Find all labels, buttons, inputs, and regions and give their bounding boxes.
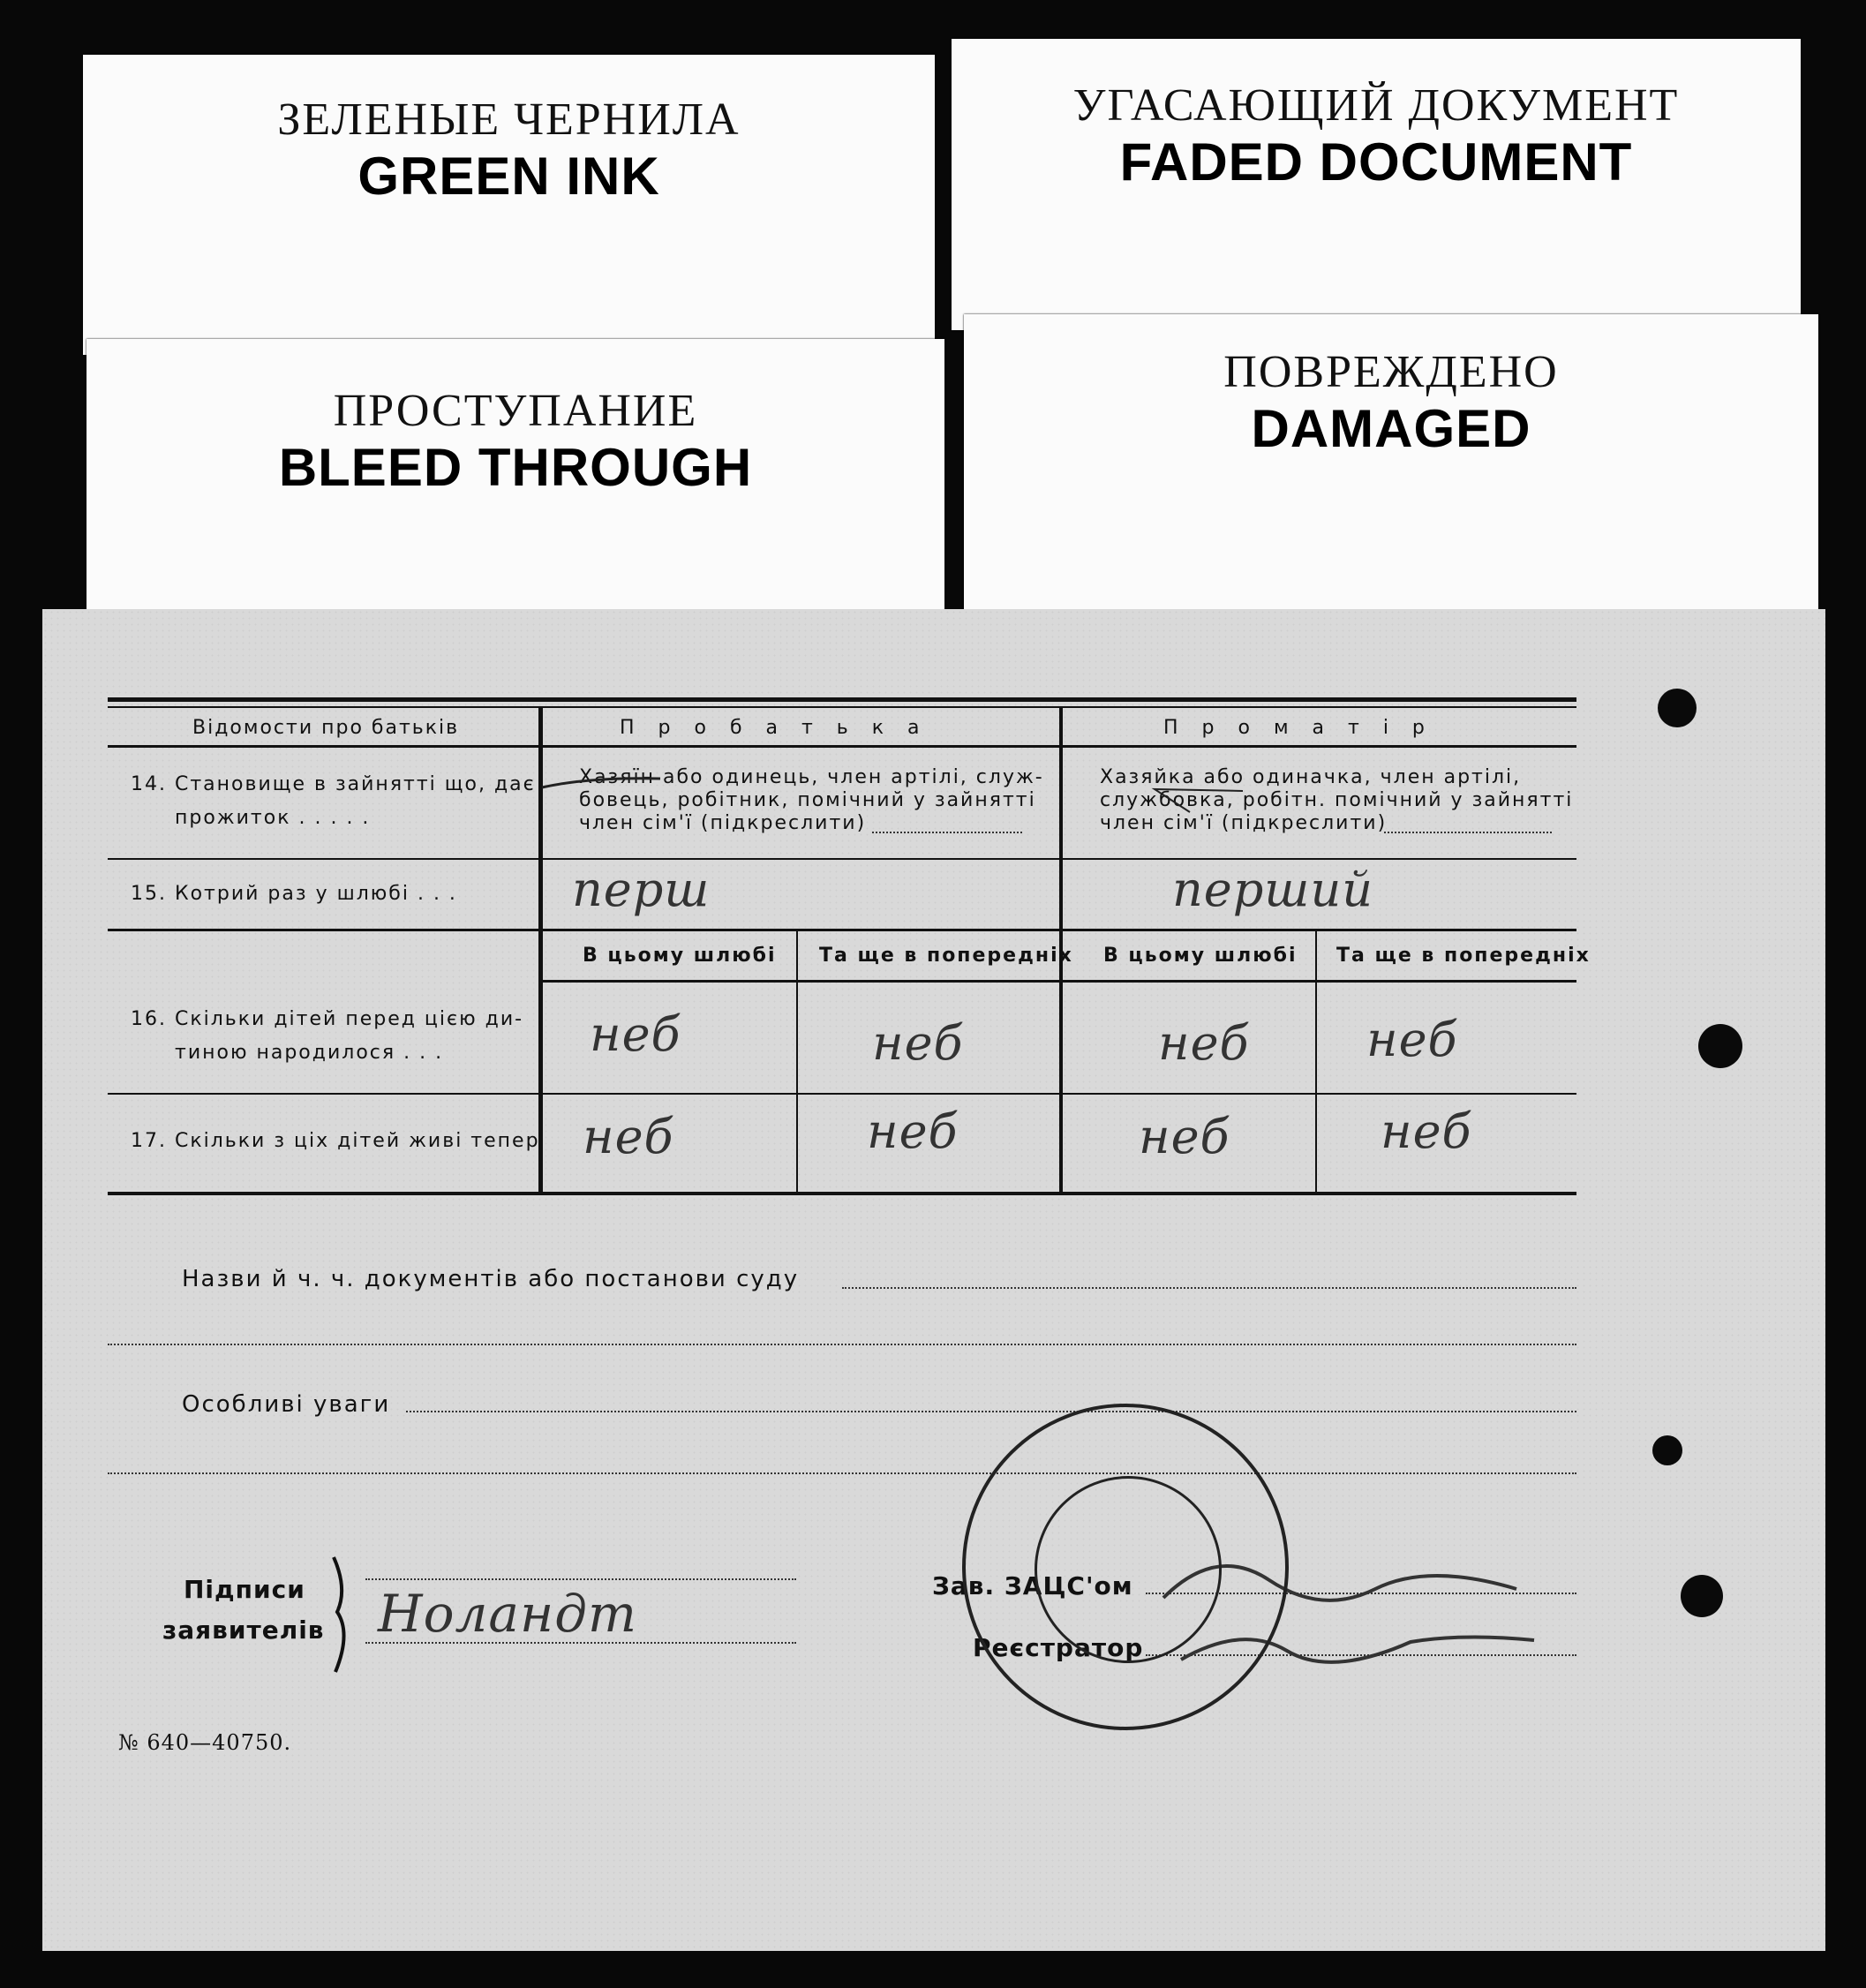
row17-label: 17. Скільки з ціх дітей живі тепер: [131, 1130, 540, 1152]
row14-label-2: прожиток . . . . .: [175, 807, 371, 829]
faded-document-card: [952, 39, 1801, 330]
damaged-en: DAMAGED: [1251, 399, 1531, 458]
green-ink-card: [83, 55, 935, 355]
bleed-through-en: BLEED THROUGH: [278, 438, 753, 497]
bleed-through-card: [87, 339, 944, 630]
row15-father-handwriting: перш: [572, 862, 711, 917]
row16-label-2: тиною народилося . . .: [175, 1042, 444, 1064]
row16-value: неб: [1158, 1015, 1250, 1071]
header-mother: П р о м а т і р: [1163, 717, 1433, 739]
header-father: П р о б а т ь к а: [620, 717, 929, 739]
damaged-card: [964, 314, 1818, 614]
damaged-ru: ПОВРЕЖДЕНО: [1223, 347, 1559, 397]
table-bottom-rule: [108, 1192, 1576, 1195]
documents-line: [842, 1287, 1576, 1289]
punch-hole: [1652, 1435, 1682, 1465]
row15-rule: [108, 929, 1576, 931]
green-ink-en: GREEN INK: [357, 147, 660, 206]
faded-document-ru: УГАСАЮЩИЙ ДОКУМЕНТ: [1072, 80, 1680, 131]
row14-mother-2: службовка, робітн. помічний у зайнятті: [1100, 789, 1574, 811]
subheader-this-marriage-mother: В цьому шлюбі: [1103, 945, 1298, 967]
row17-value: неб: [867, 1103, 959, 1159]
subheader-previous-mother: Та ще в попередніх: [1336, 945, 1591, 967]
row17-value: неб: [1381, 1103, 1472, 1159]
row15-label: 15. Котрий раз у шлюбі . . .: [131, 883, 457, 905]
row14-mother-dots: [1384, 832, 1552, 833]
signatures-label-2: заявителів: [162, 1615, 325, 1645]
seal-inner-ring: [1035, 1476, 1222, 1663]
punch-hole: [1658, 689, 1697, 727]
row14-father-2: бовець, робітник, помічний у зайнятті: [579, 789, 1036, 811]
notes-line: [406, 1411, 1576, 1412]
notes-label: Особливі уваги: [182, 1391, 391, 1418]
row16-label-1: 16. Скільки дітей перед цією ди-: [131, 1008, 524, 1030]
row16-value: неб: [872, 1015, 964, 1071]
documents-line-2: [108, 1344, 1576, 1345]
signatures-label-1: Підписи: [184, 1575, 305, 1604]
row14-label-1: 14. Становище в зайнятті що, дає: [131, 773, 536, 795]
row16-value: неб: [1366, 1012, 1458, 1067]
row15-mother-handwriting: перший: [1172, 862, 1374, 917]
punch-hole: [1698, 1024, 1742, 1068]
table-top-rule-2: [108, 706, 1576, 708]
header-parents: Відомости про батьків: [192, 717, 460, 739]
header-rule: [108, 745, 1576, 748]
row14-father-3: член сім'ї (підкреслити): [579, 812, 867, 834]
form-number: № 640—40750.: [118, 1730, 292, 1755]
faded-document-en: FADED DOCUMENT: [1119, 132, 1633, 192]
row14-rule: [108, 858, 1576, 860]
signature-line-1: [365, 1578, 796, 1580]
registrar-label: Реєстратор: [973, 1633, 1144, 1662]
green-ink-ru: ЗЕЛЕНЫЕ ЧЕРНИЛА: [277, 94, 741, 145]
head-label: Зав. ЗАЦС'ом: [932, 1571, 1133, 1600]
signatures-brace: [325, 1554, 360, 1677]
column-divider-mother: [1315, 929, 1317, 1194]
table-top-rule: [108, 697, 1576, 702]
subheader-this-marriage-father: В цьому шлюбі: [583, 945, 777, 967]
bleed-through-ru: ПРОСТУПАНИЕ: [333, 386, 698, 436]
official-seal-stamp: [962, 1404, 1289, 1730]
notes-line-2: [108, 1472, 1576, 1474]
applicant-signature: Ноландт: [378, 1584, 637, 1644]
row16-rule: [108, 1093, 1576, 1095]
row14-pen-underlines: [537, 759, 1278, 839]
registration-form-sheet: [42, 609, 1825, 1951]
row16-value: неб: [590, 1006, 681, 1062]
punch-hole: [1681, 1575, 1723, 1617]
subheader-previous-father: Та ще в попередніх: [819, 945, 1073, 967]
column-divider-father: [796, 929, 798, 1194]
row14-father-1: Хазяїн або одинець, член артілі, служ-: [579, 766, 1044, 788]
row17-value: неб: [1139, 1109, 1230, 1164]
documents-label: Назви й ч. ч. документів або постанови суду: [182, 1266, 800, 1292]
row17-value: неб: [583, 1109, 674, 1164]
row14-mother-3: член сім'ї (підкреслити): [1100, 812, 1388, 834]
row14-mother-1: Хазяйка або одиначка, член артілі,: [1100, 766, 1522, 788]
